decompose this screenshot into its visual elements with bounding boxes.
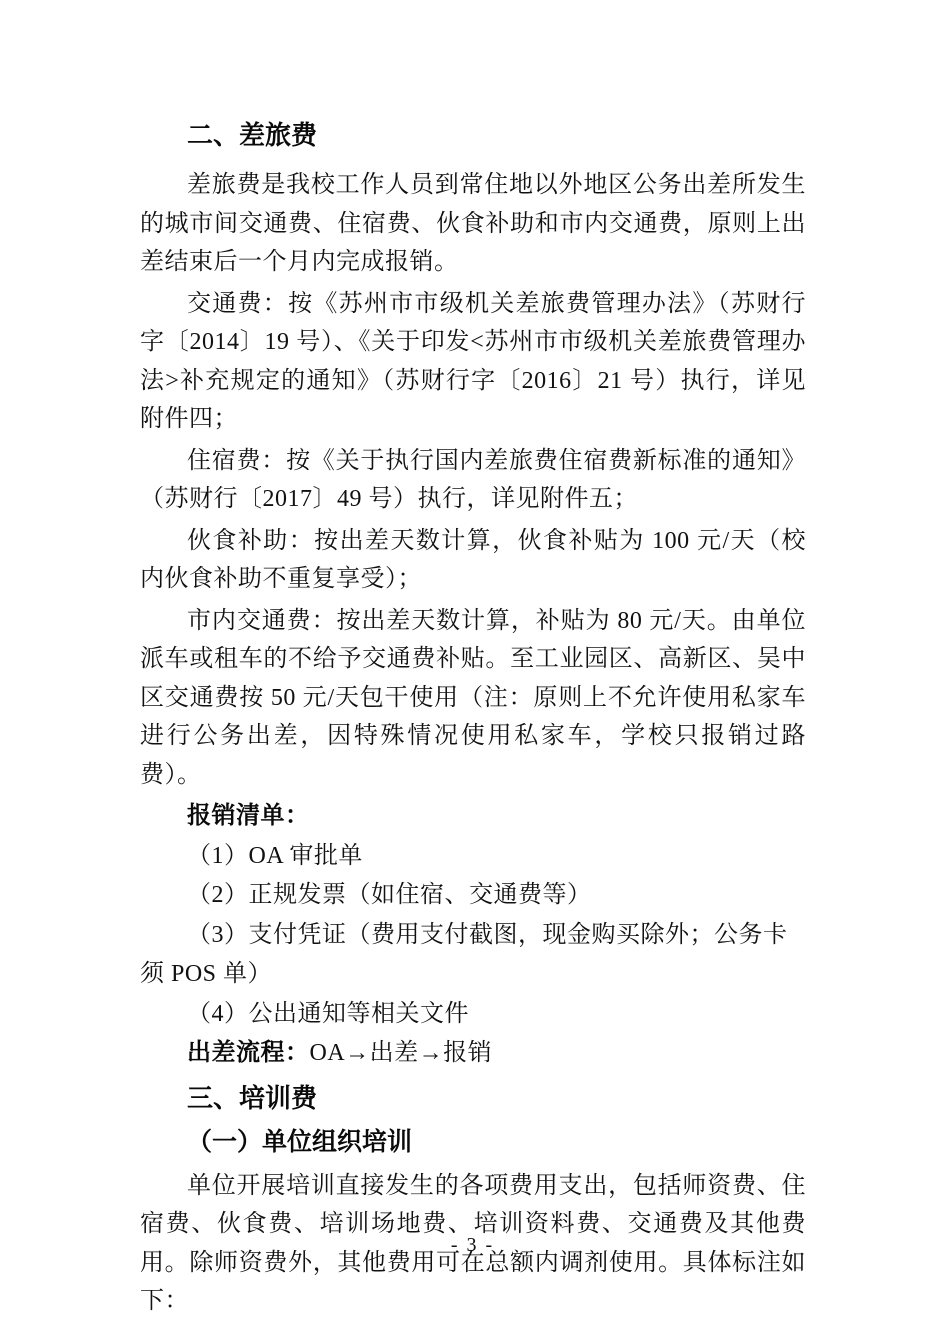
- checklist-title: [140, 797, 806, 837]
- section-heading-travel-expenses: 二、差旅费: [187, 120, 318, 150]
- paragraph-transport-fee: 交通费：按《苏州市市级机关差旅费管理办法》（苏财行字〔2014〕19 号）、《关于印发<苏州市市级机关差旅费管理办法>补充规定的通知》（苏财行字〔2016〕21 号）执行，详见附件四；: [140, 290, 806, 432]
- checklist-item-oa-approval: （1）OA 审批单: [187, 842, 363, 869]
- paragraph-training-body: 单位开展培训直接发生的各项费用支出，包括师资费、住宿费、伙食费、培训场地费、培训资料费、交通费及其他费用。除师资费外，其他费用可在总额内调剂使用。具体标注如下：: [140, 1172, 806, 1314]
- checklist-title-label: 报销清单：: [187, 803, 310, 829]
- paragraph-travel-intro: 差旅费是我校工作人员到常住地以外地区公务出差所发生的城市间交通费、住宿费、伙食补助和市内交通费，原则上出差结束后一个月内完成报销。: [140, 172, 806, 275]
- page-number: - 3 -: [450, 1234, 495, 1256]
- travel-flow-value: OA→出差→报销: [309, 1040, 493, 1066]
- paragraph-city-transport: 市内交通费：按出差天数计算，补贴为 80 元/天。由单位派车或租车的不给予交通费补贴。至工业园区、高新区、吴中区交通费按 50 元/天包干使用（注：原则上不允许使用私家车进行公务出差，因特殊情况使用私家车，学校只报销过路费）。: [140, 607, 806, 788]
- checklist-item-payment-proof: （3）支付凭证（费用支付截图，现金购买除外；公务卡须 POS 单）: [140, 921, 788, 987]
- travel-flow-line: [140, 1034, 806, 1074]
- paragraph-meal-subsidy: 伙食补助：按出差天数计算，伙食补贴为 100 元/天（校内伙食补助不重复享受）；: [140, 527, 806, 592]
- checklist-item-invoices: （2）正规发票（如住宿、交通费等）: [187, 882, 592, 908]
- section-heading-training-fee: 三、培训费: [187, 1082, 318, 1113]
- checklist-item-notice-docs: （4）公出通知等相关文件: [187, 1000, 469, 1027]
- paragraph-lodging-fee: 住宿费：按《关于执行国内差旅费住宿费新标准的通知》（苏财行〔2017〕49 号）执行，详见附件五；: [140, 447, 806, 512]
- document-content: [140, 116, 806, 1324]
- subsection-heading-unit-training: （一）单位组织培训: [187, 1128, 413, 1156]
- travel-flow-label: 出差流程：: [187, 1040, 310, 1066]
